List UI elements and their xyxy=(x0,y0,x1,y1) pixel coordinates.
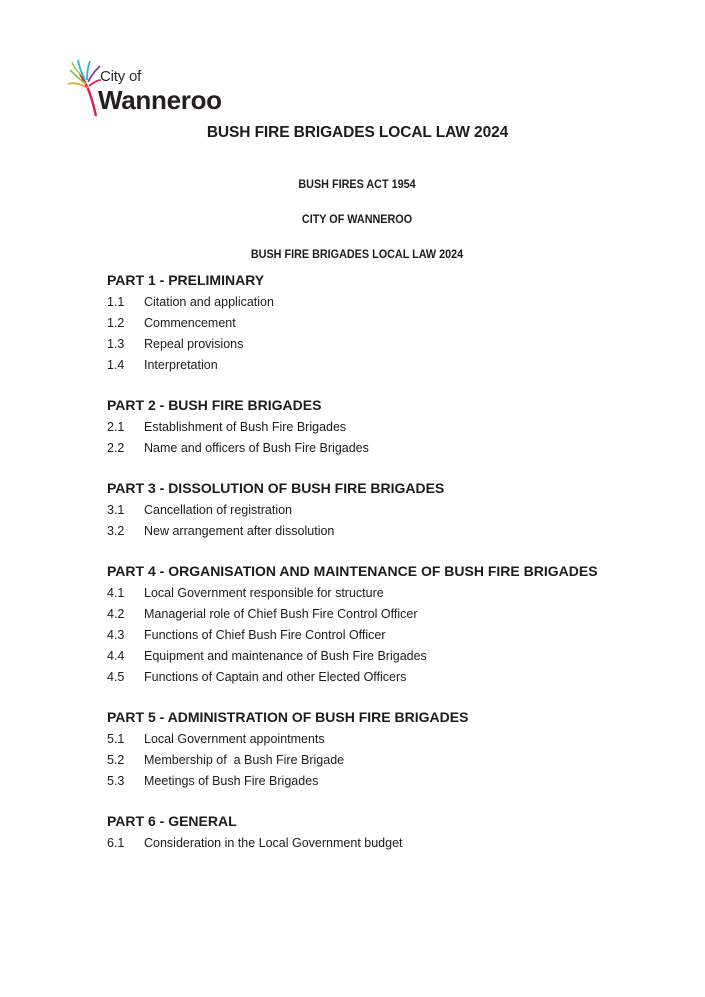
clause-title: Local Government appointments xyxy=(144,732,325,746)
banksia-logo-icon xyxy=(66,58,102,118)
clause-title: Citation and application xyxy=(144,295,274,309)
clause-title: Establishment of Bush Fire Brigades xyxy=(144,420,347,434)
toc-item xyxy=(107,417,627,438)
part-heading: PART 4 - ORGANISATION AND MAINTENANCE OF BUSH FIRE BRIGADES xyxy=(107,563,598,579)
toc-item xyxy=(107,521,627,542)
council-name: CITY OF WANNEROO xyxy=(301,212,413,226)
clause-number: 4.3 xyxy=(107,628,125,642)
clause-number: 1.2 xyxy=(107,316,125,330)
clause-number: 2.2 xyxy=(107,441,125,455)
part-2 xyxy=(107,395,627,459)
clause-title: Equipment and maintenance of Bush Fire Brigades xyxy=(144,649,427,663)
toc-item xyxy=(107,500,627,521)
toc-item xyxy=(107,833,627,854)
clause-title: Cancellation of registration xyxy=(144,503,292,517)
clause-number: 4.1 xyxy=(107,586,125,600)
clause-number: 6.1 xyxy=(107,836,125,850)
local-law-title: BUSH FIRE BRIGADES LOCAL LAW 2024 xyxy=(250,247,464,261)
part-heading: PART 2 - BUSH FIRE BRIGADES xyxy=(107,397,322,413)
toc-item xyxy=(107,334,627,355)
toc-item xyxy=(107,438,627,459)
clause-title: Functions of Captain and other Elected Officers xyxy=(144,670,407,684)
toc-item xyxy=(107,750,627,771)
clause-title: Meetings of Bush Fire Brigades xyxy=(144,774,319,788)
clause-title: Membership of a Bush Fire Brigade xyxy=(144,753,345,767)
clause-title: Local Government responsible for structure xyxy=(144,586,384,600)
toc-item xyxy=(107,771,627,792)
clause-number: 1.3 xyxy=(107,337,125,351)
city-of-wanneroo-logo xyxy=(66,58,226,118)
act-name: BUSH FIRES ACT 1954 xyxy=(298,177,416,191)
clause-title: New arrangement after dissolution xyxy=(144,524,335,538)
clause-number: 3.1 xyxy=(107,503,125,517)
clause-title: Interpretation xyxy=(144,358,218,372)
clause-title: Consideration in the Local Government budget xyxy=(144,836,403,850)
clause-title: Managerial role of Chief Bush Fire Control Officer xyxy=(144,607,418,621)
logo-city-of-text: City of xyxy=(100,68,142,85)
toc-item xyxy=(107,729,627,750)
part-4 xyxy=(107,561,627,688)
part-heading: PART 6 - GENERAL xyxy=(107,813,237,829)
clause-number: 3.2 xyxy=(107,524,125,538)
toc-item xyxy=(107,583,627,604)
part-1 xyxy=(107,270,627,376)
document-title: BUSH FIRE BRIGADES LOCAL LAW 2024 xyxy=(206,124,509,141)
clause-number: 5.3 xyxy=(107,774,125,788)
clause-title: Functions of Chief Bush Fire Control Officer xyxy=(144,628,386,642)
table-of-contents xyxy=(107,270,627,873)
clause-number: 4.2 xyxy=(107,607,125,621)
clause-number: 5.1 xyxy=(107,732,125,746)
clause-title: Commencement xyxy=(144,316,236,330)
clause-title: Name and officers of Bush Fire Brigades xyxy=(144,441,369,455)
toc-item xyxy=(107,667,627,688)
part-heading: PART 1 - PRELIMINARY xyxy=(107,272,265,288)
toc-item xyxy=(107,355,627,376)
clause-title: Repeal provisions xyxy=(144,337,244,351)
toc-item xyxy=(107,313,627,334)
clause-number: 4.4 xyxy=(107,649,125,663)
clause-number: 2.1 xyxy=(107,420,125,434)
toc-item xyxy=(107,292,627,313)
part-heading: PART 3 - DISSOLUTION OF BUSH FIRE BRIGADES xyxy=(107,480,445,496)
toc-item xyxy=(107,625,627,646)
clause-number: 1.1 xyxy=(107,295,125,309)
toc-item xyxy=(107,646,627,667)
logo-wanneroo-text: Wanneroo xyxy=(98,85,222,115)
clause-number: 4.5 xyxy=(107,670,125,684)
toc-item xyxy=(107,604,627,625)
part-heading: PART 5 - ADMINISTRATION OF BUSH FIRE BRIGADES xyxy=(107,709,469,725)
part-6 xyxy=(107,811,627,854)
clause-number: 1.4 xyxy=(107,358,125,372)
clause-number: 5.2 xyxy=(107,753,125,767)
part-5 xyxy=(107,707,627,792)
part-3 xyxy=(107,478,627,542)
